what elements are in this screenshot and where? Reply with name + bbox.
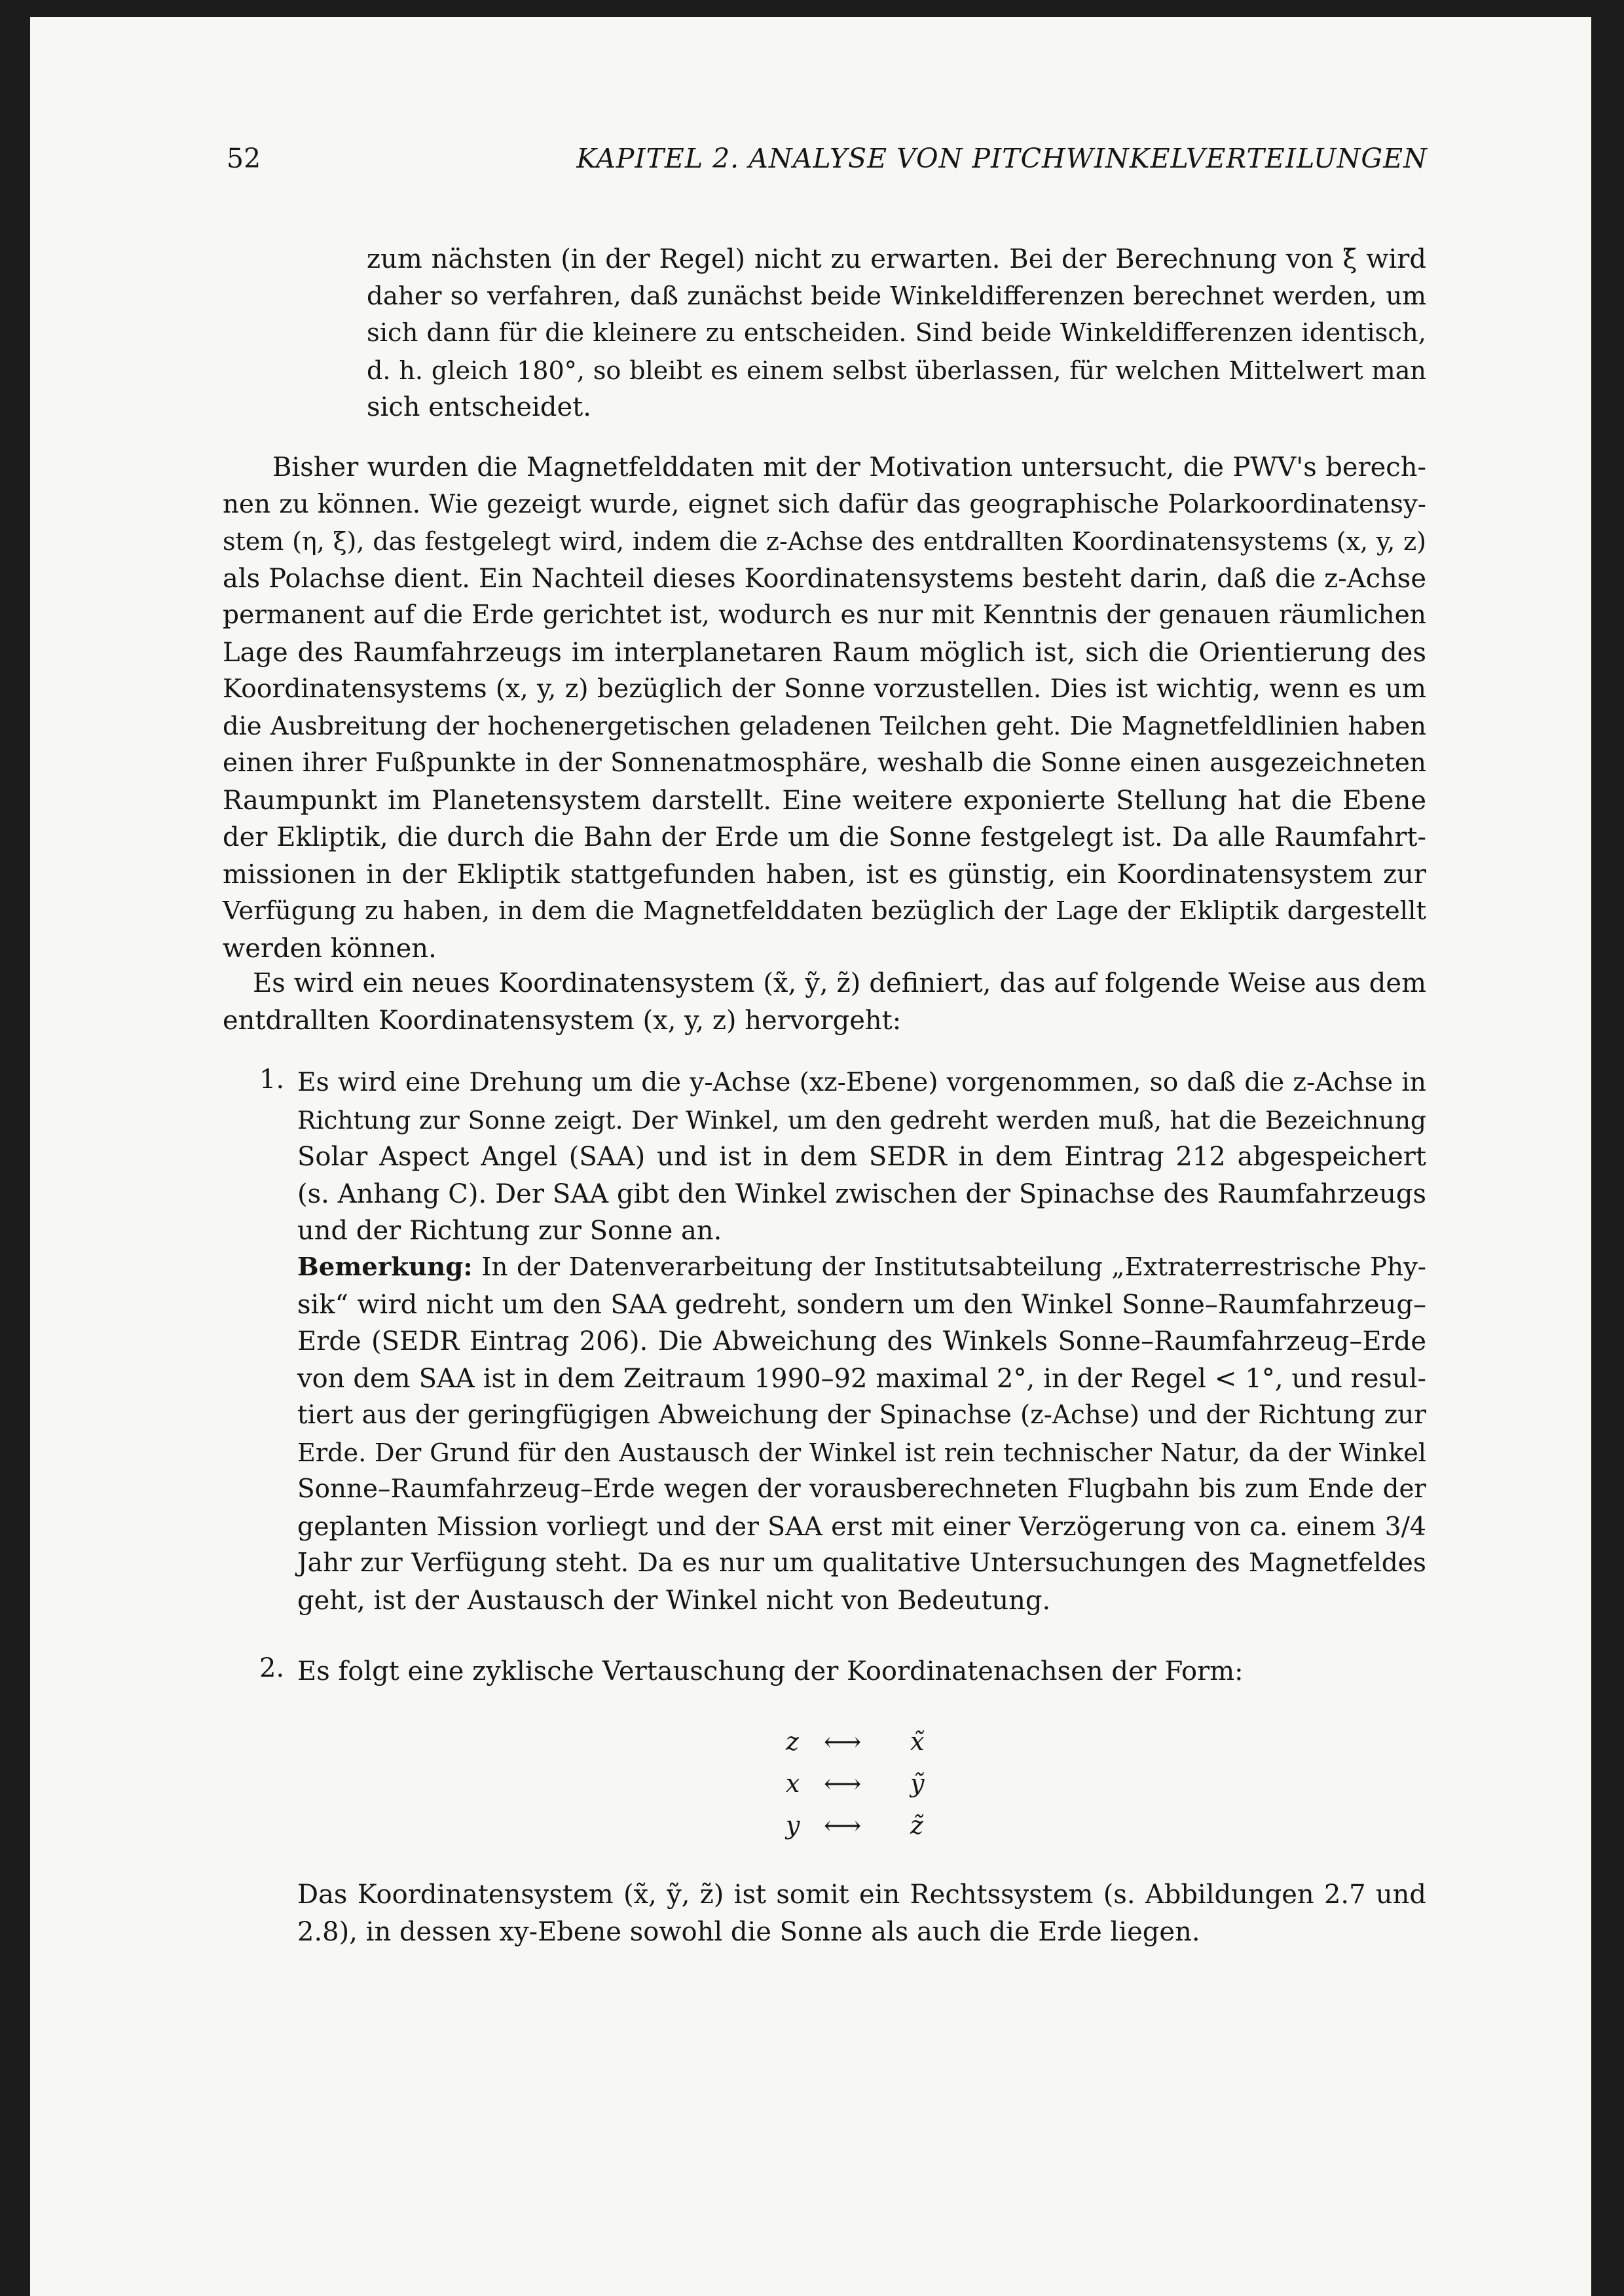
double-arrow-icon: ⟷ [824,1811,862,1841]
mapping-from: z [786,1727,800,1756]
paragraph-continuation [367,241,1426,426]
text-line: Das Koordinatensystem (x̃, ỹ, z̃) ist somit ein Rechtssystem (s. Abbildungen 2.7 und [297,1880,1426,1910]
text-line: d. h. gleich 180°, so bleibt es einem selbst überlassen, für welchen Mittelwert man [367,355,1426,385]
text-line: missionen in der Ekliptik stattgefunden haben, ist es günstig, ein Koordinatensystem zur [223,859,1426,890]
text-line: Erde (SEDR Eintrag 206). Die Abweichung des Winkels Sonne–Raumfahrzeug–Erde [297,1326,1426,1357]
text-line: Sonne–Raumfahrzeug–Erde wegen der vorausberechneten Flugbahn bis zum Ende der [297,1474,1426,1504]
remark-label: Bemerkung: [297,1252,473,1282]
double-arrow-icon: ⟷ [824,1769,862,1799]
text-line: Es folgt eine zyklische Vertauschung der Koordinatenachsen der Form: [297,1656,1244,1686]
axis-permutation [773,1727,943,1853]
mapping-to: ỹ [910,1769,925,1798]
text-line: Raumpunkt im Planetensystem darstellt. Eine weitere exponierte Stellung hat die Ebene [223,785,1426,816]
text-line: Bisher wurden die Magnetfelddaten mit der Motivation untersucht, die PWV's berech- [272,452,1426,483]
text-line: geht, ist der Austausch der Winkel nicht von Bedeutung. [297,1585,1051,1616]
text-line: sich entscheidet. [367,392,591,422]
list-number-1: 1. [259,1065,285,1095]
text-line: die Ausbreitung der hochenergetischen geladenen Teilchen geht. Die Magnetfeldlinien haben [223,711,1426,741]
paragraph-bisher [223,449,1426,967]
list-item-1 [297,1065,1426,1250]
text-line: nen zu können. Wie gezeigt wurde, eignet sich dafür das geographische Polarkoordinatensy- [223,489,1426,519]
mapping-row [773,1769,943,1811]
text-line: einen ihrer Fußpunkte in der Sonnenatmosphäre, weshalb die Sonne einen ausgezeichneten [223,748,1426,778]
text-line: 2.8), in dessen xy-Ebene sowohl die Sonne als auch die Erde liegen. [297,1916,1200,1947]
text-line: als Polachse dient. Ein Nachteil dieses Koordinatensystems besteht darin, daß die z-Achse [223,563,1426,594]
mapping-to: z̃ [910,1811,924,1840]
text-line: zum nächsten (in der Regel) nicht zu erwarten. Bei der Berechnung von ξ̄ wird [367,244,1426,274]
text-line: Solar Aspect Angel (SAA) und ist in dem SEDR in dem Eintrag 212 abgespeichert [297,1142,1426,1172]
text-line: Erde. Der Grund für den Austausch der Winkel ist rein technischer Natur, da der Winkel [297,1438,1426,1467]
text-line: tiert aus der geringfügigen Abweichung der Spinachse (z-Achse) und der Richtung zur [297,1400,1426,1430]
text-line: (s. Anhang C). Der SAA gibt den Winkel zwischen der Spinachse des Raumfahrzeugs [297,1178,1426,1209]
text-line: sik“ wird nicht um den SAA gedreht, sondern um den Winkel Sonne–Raumfahrzeug– [297,1289,1426,1320]
text-line: daher so verfahren, daß zunächst beide Winkeldifferenzen berechnet werden, um [367,281,1426,311]
list-item-2 [297,1653,1426,1690]
text-line: und der Richtung zur Sonne an. [297,1216,722,1246]
text-line: Es wird ein neues Koordinatensystem (x̃, ỹ, z̃) definiert, das auf folgende Weise aus dem [253,968,1426,998]
scan-border [1591,17,1624,2296]
text-line: von dem SAA ist in dem Zeitraum 1990–92 maximal 2°, in der Regel < 1°, und resul- [297,1363,1426,1394]
text-line: Verfügung zu haben, in dem die Magnetfelddaten bezüglich der Lage der Ekliptik dargestellt [223,896,1426,926]
paragraph-closing [297,1876,1426,1950]
mapping-row [773,1811,943,1853]
text-line: Koordinatensystems (x, y, z) bezüglich der Sonne vorzustellen. Dies ist wichtig, wenn es um [223,674,1426,704]
page-number: 52 [227,143,261,174]
mapping-row [773,1727,943,1769]
text-line: werden können. [223,933,437,964]
text-line: entdrallten Koordinatensystem (x, y, z) hervorgeht: [223,1005,902,1036]
text-line: Jahr zur Verfügung steht. Da es nur um qualitative Untersuchungen des Magnetfeldes [297,1548,1426,1578]
text-line: der Ekliptik, die durch die Bahn der Erde um die Sonne festgelegt ist. Da alle Raumfahrt- [223,822,1426,852]
text-line: sich dann für die kleinere zu entscheiden. Sind beide Winkeldifferenzen identisch, [367,318,1426,348]
remark-first-line: In der Datenverarbeitung der Institutsabteilung „Extraterrestrische Phy- [472,1252,1426,1282]
text-line: Es wird eine Drehung um die y-Achse (xz-Ebene) vorgenommen, so daß die z-Achse in [297,1068,1426,1097]
mapping-from: y [786,1811,800,1840]
mapping-to: x̃ [910,1727,925,1756]
list-number-2: 2. [259,1653,285,1683]
text-line: geplanten Mission vorliegt und der SAA erst mit einer Verzögerung von ca. einem 3/4 [297,1511,1426,1542]
running-head: KAPITEL 2. ANALYSE VON PITCHWINKELVERTEILUNGEN [576,143,1428,174]
remark-paragraph [297,1249,1426,1619]
text-line: Lage des Raumfahrzeugs im interplanetaren Raum möglich ist, sich die Orientierung des [223,637,1426,668]
text-line: Richtung zur Sonne zeigt. Der Winkel, um den gedreht werden muß, hat die Bezeichnung [297,1105,1426,1135]
text-line [297,1249,1426,1286]
paragraph-es-wird [223,965,1426,1039]
double-arrow-icon: ⟷ [824,1727,862,1757]
text-line: stem (η, ξ), das festgelegt wird, indem die z-Achse des entdrallten Koordinatensystems (x, y, z) [223,527,1426,556]
text-line: permanent auf die Erde gerichtet ist, wodurch es nur mit Kenntnis der genauen räumlichen [223,600,1426,630]
mapping-from: x [786,1769,800,1798]
